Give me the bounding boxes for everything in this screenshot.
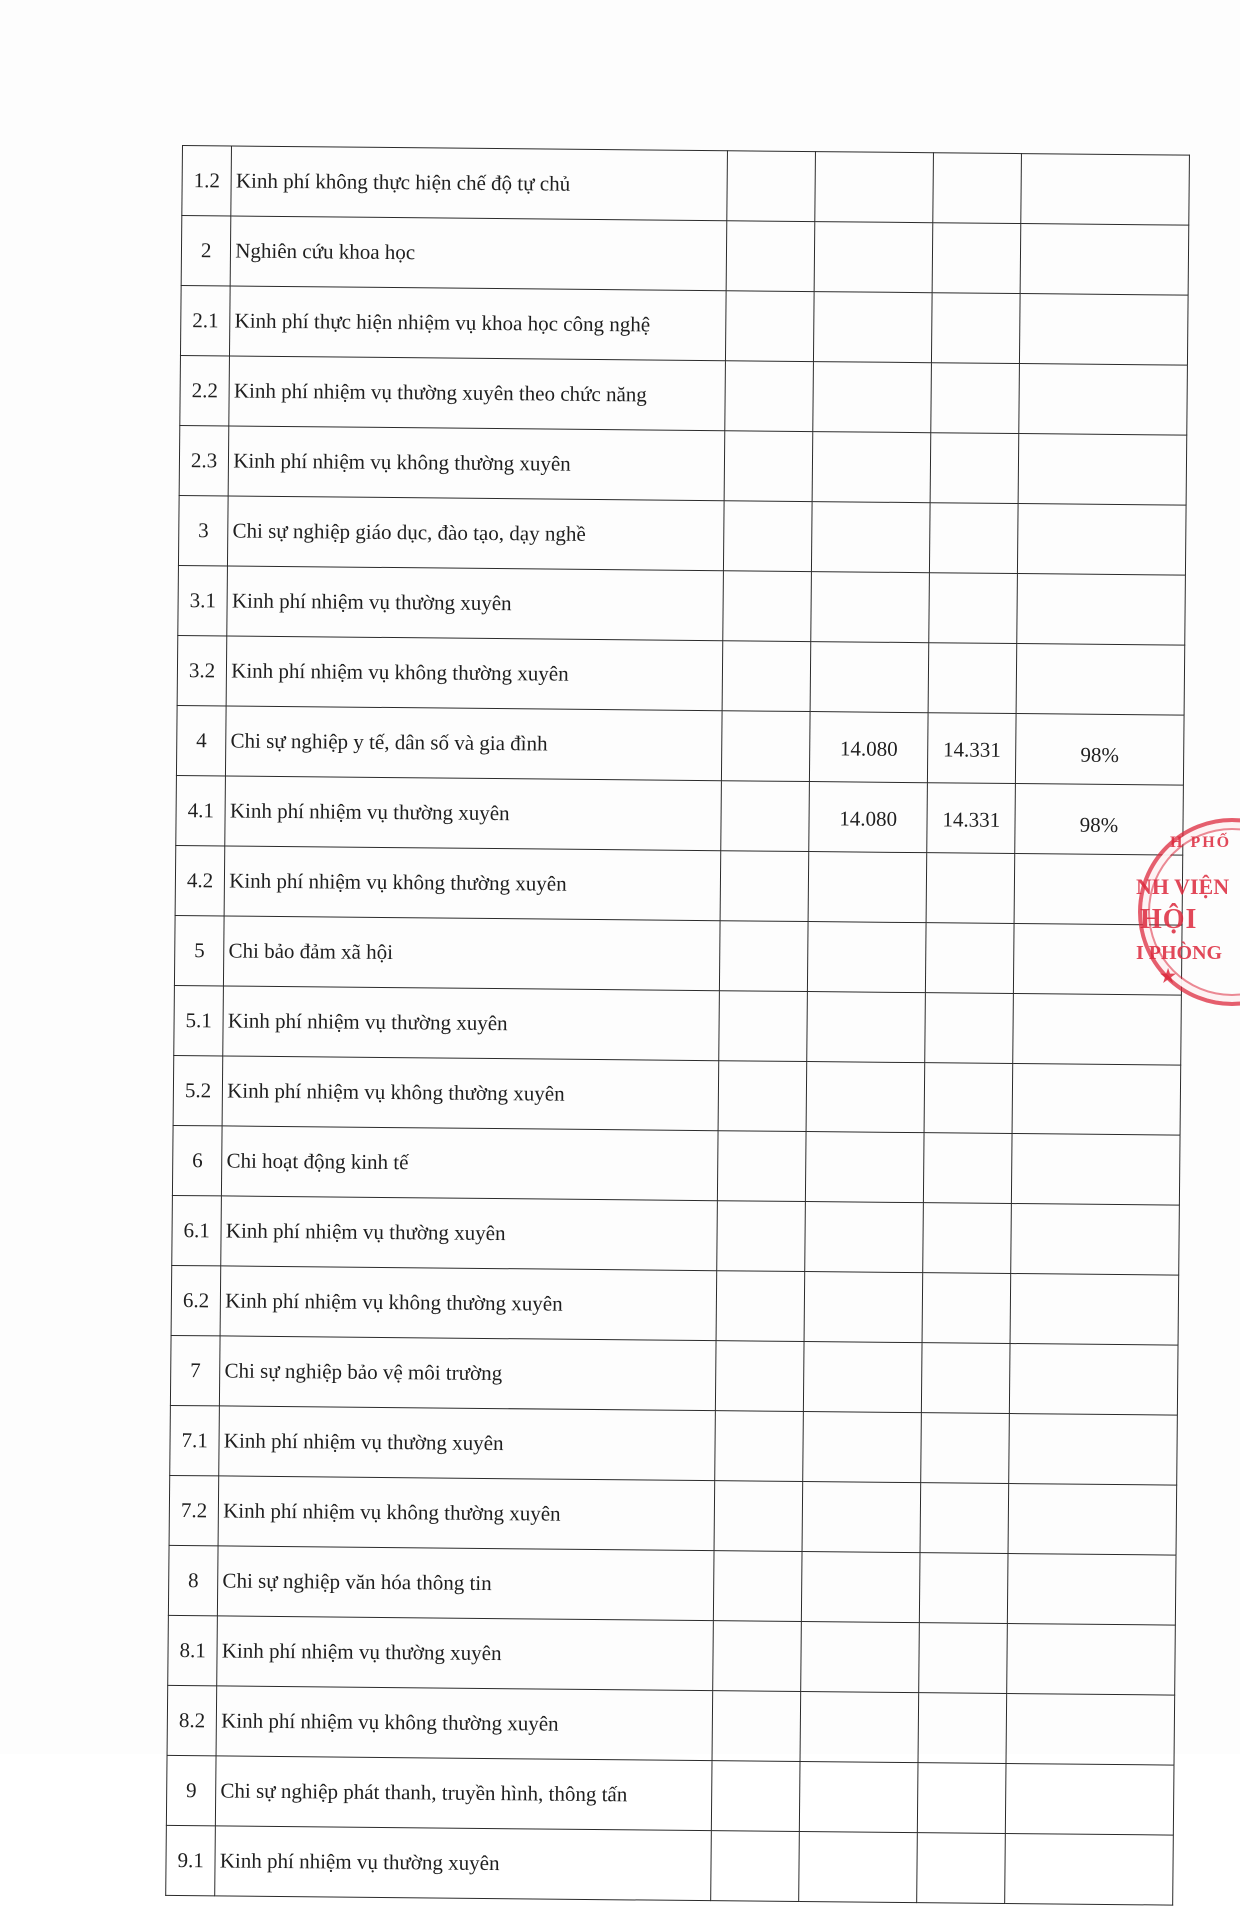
row-number: 7.2 — [169, 1475, 219, 1545]
cell-value-2 — [923, 1203, 1011, 1274]
row-content: Kinh phí nhiệm vụ không thường xuyên — [226, 636, 723, 711]
row-number: 6.2 — [171, 1265, 221, 1335]
table-row — [174, 985, 1182, 1065]
cell-value-1 — [798, 1832, 917, 1903]
cell-empty — [716, 1341, 804, 1412]
row-number: 6 — [172, 1125, 222, 1195]
row-number: 4.2 — [175, 845, 225, 915]
cell-value-1: 14.080 — [808, 782, 927, 853]
table-row — [168, 1545, 1176, 1625]
cell-empty — [712, 1761, 800, 1832]
table-row — [181, 216, 1189, 296]
row-content: Kinh phí nhiệm vụ thường xuyên theo chức năng — [229, 356, 726, 431]
cell-value-1 — [811, 572, 930, 643]
cell-value-2 — [929, 573, 1017, 644]
budget-table — [165, 145, 1190, 1906]
cell-empty — [718, 1131, 806, 1202]
row-number: 2.1 — [180, 285, 230, 355]
cell-value-1 — [815, 152, 934, 223]
row-content: Kinh phí nhiệm vụ thường xuyên — [217, 1616, 714, 1691]
cell-value-1 — [807, 922, 926, 993]
cell-percent — [1011, 1204, 1180, 1276]
row-number: 7 — [170, 1335, 220, 1405]
cell-empty — [717, 1201, 805, 1272]
row-content: Chi hoạt động kinh tế — [222, 1126, 719, 1201]
row-number: 2.2 — [180, 355, 230, 425]
cell-value-2 — [920, 1553, 1008, 1624]
cell-value-2 — [931, 363, 1019, 434]
cell-percent — [1006, 1693, 1175, 1765]
row-number: 7.1 — [170, 1405, 220, 1475]
row-content: Nghiên cứu khoa học — [230, 216, 727, 291]
table-row — [172, 1195, 1180, 1275]
cell-value-2 — [925, 993, 1013, 1064]
stamp-line-2: HỘI — [1140, 904, 1198, 935]
row-number: 8 — [168, 1545, 218, 1615]
cell-value-2 — [925, 1063, 1013, 1134]
row-number: 3 — [178, 495, 228, 565]
cell-empty — [724, 501, 812, 572]
table-row — [166, 1755, 1174, 1835]
cell-percent — [1018, 434, 1187, 506]
cell-empty — [722, 641, 810, 712]
cell-value-1 — [800, 1622, 919, 1693]
cell-value-2 — [929, 643, 1017, 714]
cell-empty — [719, 991, 807, 1062]
table-row — [178, 565, 1186, 645]
cell-value-1: 14.080 — [809, 712, 928, 783]
cell-percent — [1010, 1274, 1179, 1346]
table-row — [175, 845, 1183, 925]
cell-percent — [1009, 1414, 1178, 1486]
cell-empty — [726, 221, 814, 292]
row-content: Kinh phí nhiệm vụ thường xuyên — [221, 1196, 718, 1271]
cell-percent — [1008, 1483, 1177, 1555]
table-row — [176, 705, 1184, 785]
row-content: Kinh phí nhiệm vụ không thường xuyên — [218, 1476, 715, 1551]
cell-percent — [1011, 1134, 1180, 1206]
row-content: Chi sự nghiệp văn hóa thông tin — [218, 1546, 715, 1621]
row-content: Chi bảo đảm xã hội — [224, 916, 721, 991]
table-row — [173, 1055, 1181, 1135]
cell-empty — [726, 291, 814, 362]
table-row — [166, 1825, 1174, 1905]
row-number: 3.2 — [177, 635, 227, 705]
cell-empty — [725, 361, 813, 432]
row-content: Kinh phí nhiệm vụ không thường xuyên — [224, 846, 721, 921]
row-number: 2.3 — [179, 425, 229, 495]
row-number: 9.1 — [166, 1825, 216, 1895]
cell-value-1 — [813, 362, 932, 433]
cell-value-1 — [810, 642, 929, 713]
cell-empty — [712, 1691, 800, 1762]
cell-percent — [1012, 1064, 1181, 1136]
cell-value-2 — [927, 853, 1015, 924]
row-number: 4.1 — [176, 775, 226, 845]
row-content: Kinh phí nhiệm vụ thường xuyên — [223, 986, 720, 1061]
cell-percent — [1017, 504, 1186, 576]
cell-value-2 — [933, 223, 1021, 294]
cell-value-2 — [918, 1763, 1006, 1834]
cell-percent — [1013, 994, 1182, 1066]
cell-value-2 — [918, 1693, 1006, 1764]
cell-percent: 98% — [1015, 784, 1184, 856]
row-number: 5 — [174, 915, 224, 985]
cell-percent — [1016, 644, 1185, 716]
table-row — [170, 1335, 1178, 1415]
row-content: Kinh phí không thực hiện chế độ tự chủ — [231, 146, 728, 221]
cell-value-1 — [806, 1062, 925, 1133]
cell-percent — [1017, 574, 1186, 646]
cell-value-2 — [922, 1343, 1010, 1414]
cell-value-2 — [917, 1833, 1005, 1904]
table-row — [179, 425, 1187, 505]
cell-value-1 — [814, 222, 933, 293]
row-number: 3.1 — [178, 565, 228, 635]
row-content: Kinh phí nhiệm vụ thường xuyên — [215, 1826, 712, 1901]
table-body — [166, 146, 1190, 1906]
stamp-line-3: I PHÒNG — [1136, 942, 1223, 964]
row-number: 8.2 — [167, 1685, 217, 1755]
table-row — [167, 1685, 1175, 1765]
table-row — [169, 1475, 1177, 1555]
cell-value-1 — [806, 992, 925, 1063]
row-number: 4 — [176, 705, 226, 775]
row-number: 2 — [181, 216, 231, 286]
cell-empty — [713, 1621, 801, 1692]
table-row — [171, 1265, 1179, 1345]
cell-value-2 — [924, 1133, 1012, 1204]
cell-value-2 — [921, 1413, 1009, 1484]
cell-empty — [720, 851, 808, 922]
cell-empty — [722, 711, 810, 782]
row-content: Kinh phí thực hiện nhiệm vụ khoa học công nghệ — [230, 286, 727, 361]
row-number: 5.1 — [174, 985, 224, 1055]
row-content: Kinh phí nhiệm vụ không thường xuyên — [228, 426, 725, 501]
row-number: 1.2 — [182, 146, 232, 216]
cell-empty — [718, 1061, 806, 1132]
row-number: 9 — [166, 1755, 216, 1825]
cell-value-2 — [922, 1273, 1010, 1344]
cell-empty — [715, 1411, 803, 1482]
table-row — [177, 635, 1185, 715]
row-content: Kinh phí nhiệm vụ thường xuyên — [225, 776, 722, 851]
cell-value-2 — [930, 503, 1018, 574]
table-row — [180, 285, 1188, 365]
cell-empty — [723, 571, 811, 642]
table-row — [182, 146, 1190, 226]
row-number: 6.1 — [172, 1195, 222, 1265]
row-content: Kinh phí nhiệm vụ không thường xuyên — [222, 1056, 719, 1131]
cell-empty — [716, 1271, 804, 1342]
cell-value-2 — [933, 153, 1021, 224]
cell-empty — [721, 781, 809, 852]
row-content: Chi sự nghiệp bảo vệ môi trường — [220, 1336, 717, 1411]
cell-value-2: 14.331 — [928, 713, 1016, 784]
cell-value-1 — [801, 1552, 920, 1623]
cell-value-1 — [812, 432, 931, 503]
cell-value-1 — [802, 1412, 921, 1483]
stamp-star-icon: ★ — [1160, 966, 1177, 986]
row-number: 8.1 — [168, 1615, 218, 1685]
cell-percent — [1005, 1833, 1174, 1905]
cell-value-2 — [932, 293, 1020, 364]
cell-value-1 — [813, 292, 932, 363]
row-content: Chi sự nghiệp giáo dục, đào tạo, dạy nghề — [228, 496, 725, 571]
table-row — [170, 1405, 1178, 1485]
table-row — [176, 775, 1184, 855]
cell-value-2: 14.331 — [927, 783, 1015, 854]
row-content: Chi sự nghiệp phát thanh, truyền hình, thông tấn — [216, 1756, 713, 1831]
cell-percent — [1007, 1623, 1176, 1695]
cell-value-1 — [804, 1272, 923, 1343]
cell-value-1 — [799, 1762, 918, 1833]
cell-value-2 — [920, 1483, 1008, 1554]
cell-percent — [1005, 1763, 1174, 1835]
cell-empty — [714, 1551, 802, 1622]
table-row — [168, 1615, 1176, 1695]
cell-percent — [1009, 1344, 1178, 1416]
stamp-arc-text: H PHỐ — [1170, 834, 1232, 851]
table-row — [180, 355, 1188, 435]
cell-empty — [727, 151, 815, 222]
cell-empty — [724, 431, 812, 502]
cell-empty — [720, 921, 808, 992]
cell-empty — [714, 1481, 802, 1552]
stamp-line-1: NH VIỆN — [1136, 874, 1230, 899]
cell-percent — [1019, 294, 1188, 366]
table-row — [172, 1125, 1180, 1205]
cell-value-1 — [804, 1202, 923, 1273]
cell-value-1 — [805, 1132, 924, 1203]
row-content: Kinh phí nhiệm vụ thường xuyên — [219, 1406, 716, 1481]
cell-value-1 — [808, 852, 927, 923]
cell-percent: 98% — [1015, 714, 1184, 786]
table-row — [178, 495, 1186, 575]
row-content: Kinh phí nhiệm vụ không thường xuyên — [216, 1686, 713, 1761]
row-content: Kinh phí nhiệm vụ không thường xuyên — [220, 1266, 717, 1341]
cell-value-2 — [926, 923, 1014, 994]
cell-percent — [1007, 1553, 1176, 1625]
cell-empty — [711, 1831, 799, 1902]
cell-value-1 — [802, 1482, 921, 1553]
table-row — [174, 915, 1182, 995]
row-content: Chi sự nghiệp y tế, dân số và gia đình — [226, 706, 723, 781]
cell-value-1 — [803, 1342, 922, 1413]
cell-percent — [1020, 224, 1189, 296]
cell-percent — [1021, 154, 1190, 226]
row-content: Kinh phí nhiệm vụ thường xuyên — [227, 566, 724, 641]
cell-value-2 — [919, 1623, 1007, 1694]
cell-value-1 — [800, 1692, 919, 1763]
cell-value-2 — [931, 433, 1019, 504]
cell-value-1 — [811, 502, 930, 573]
cell-percent — [1019, 364, 1188, 436]
row-number: 5.2 — [173, 1055, 223, 1125]
